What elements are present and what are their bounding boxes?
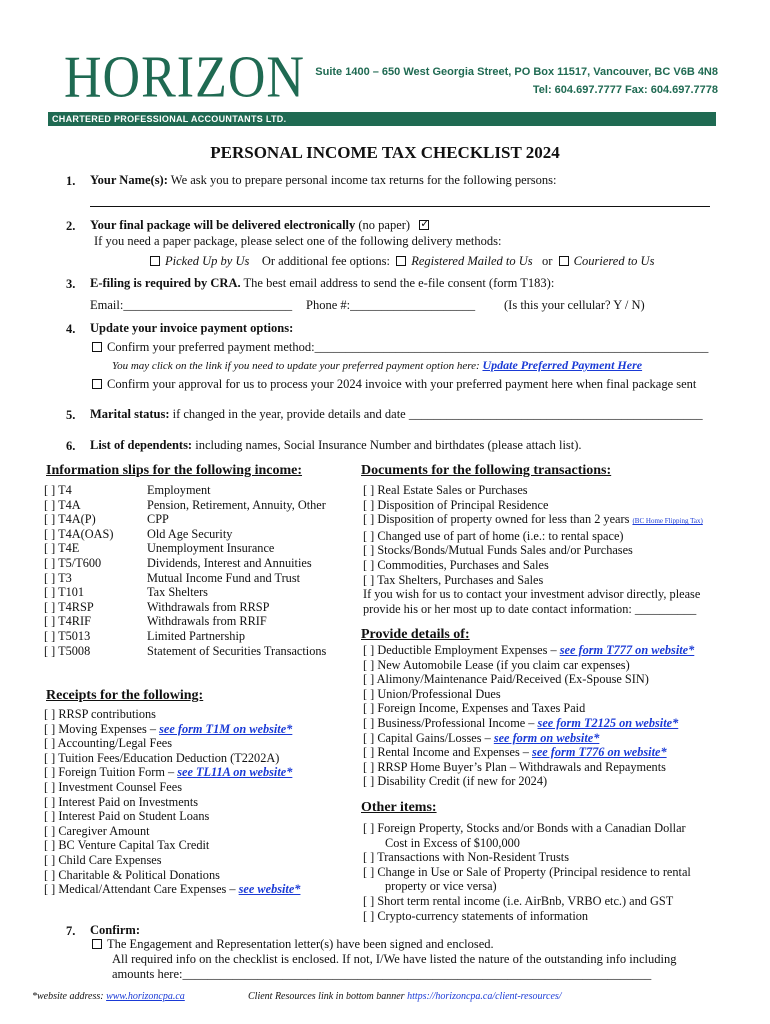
document-item[interactable]: [ ] Real Estate Sales or Purchases bbox=[363, 483, 528, 497]
section-3-text bbox=[90, 276, 554, 291]
info-slip-code[interactable]: [ ] T101 bbox=[44, 585, 85, 600]
picked-up-checkbox[interactable] bbox=[150, 256, 160, 266]
info-slip-code[interactable]: [ ] T5/T600 bbox=[44, 555, 102, 570]
receipt-item[interactable]: [ ] Medical/Attendant Care Expenses – see website* bbox=[44, 882, 301, 897]
engagement-checkbox[interactable] bbox=[92, 939, 102, 949]
receipt-item[interactable]: [ ] Caregiver Amount bbox=[44, 823, 150, 838]
section-7-number: 7. bbox=[66, 924, 76, 938]
update-payment-link[interactable]: Update Preferred Payment Here bbox=[482, 358, 643, 372]
or-label: or bbox=[541, 254, 553, 268]
medical-website-link[interactable]: see website* bbox=[238, 882, 301, 897]
detail-item[interactable]: [ ] Business/Professional Income – see form T2125 on website* bbox=[363, 715, 679, 730]
detail-item[interactable]: [ ] Deductible Employment Expenses – see form T777 on website* bbox=[363, 643, 695, 657]
info-slip-code[interactable]: [ ] T4E bbox=[44, 541, 80, 556]
payment-approval-checkbox[interactable] bbox=[92, 379, 102, 389]
t776-link[interactable]: see form T776 on website* bbox=[532, 745, 667, 760]
capital-gains-link[interactable]: see form on website* bbox=[493, 730, 600, 745]
section-2-text bbox=[90, 218, 434, 233]
section-3-label: E-filing is required by CRA. bbox=[90, 276, 241, 290]
detail-item[interactable]: [ ] Rental Income and Expenses – see form T776 on website* bbox=[363, 745, 667, 760]
info-slip-description: Tax Shelters bbox=[147, 585, 208, 600]
section-3-number: 3. bbox=[66, 277, 76, 291]
cellular-question: (Is this your cellular? Y / N) bbox=[504, 298, 645, 312]
registered-mail-label: Registered Mailed to Us bbox=[411, 254, 533, 268]
other-items-heading: Other items: bbox=[361, 800, 437, 815]
confirm-info-line: All required info on the checklist is enclosed. If not, I/We have listed the nature of the outstanding info including bbox=[112, 952, 677, 966]
receipts-heading: Receipts for the following: bbox=[46, 688, 204, 703]
info-slip-code[interactable]: [ ] T5008 bbox=[44, 643, 91, 658]
info-slip-description: CPP bbox=[147, 512, 169, 527]
receipt-item[interactable]: [ ] Accounting/Legal Fees bbox=[44, 736, 173, 751]
phone-field[interactable]: Phone #:____________________ bbox=[306, 298, 476, 312]
documents-list bbox=[363, 483, 703, 616]
info-slip-code[interactable]: [ ] T4A bbox=[44, 497, 81, 512]
footer-website bbox=[32, 991, 185, 1002]
receipt-item[interactable]: [ ] Moving Expenses – see form T1M on website* bbox=[44, 721, 293, 736]
detail-item[interactable]: [ ] Disability Credit (if new for 2024) bbox=[363, 774, 548, 789]
section-7-label: Confirm: bbox=[90, 923, 140, 937]
receipt-item[interactable]: [ ] Interest Paid on Investments bbox=[44, 794, 199, 809]
info-slip-code[interactable]: [ ] T5013 bbox=[44, 628, 91, 643]
other-item[interactable]: [ ] Crypto-currency statements of information bbox=[363, 908, 589, 923]
courier-checkbox[interactable] bbox=[559, 256, 569, 266]
section-4-number: 4. bbox=[66, 322, 76, 336]
detail-item[interactable]: [ ] RRSP Home Buyer’s Plan – Withdrawals and Repayments bbox=[363, 759, 666, 774]
receipt-item[interactable]: [ ] Tuition Fees/Education Deduction (T2202A) bbox=[44, 750, 280, 765]
detail-item[interactable]: [ ] Union/Professional Dues bbox=[363, 686, 501, 701]
document-item[interactable]: [ ] Disposition of property owned for less than 2 years (BC Home Flipping Tax) bbox=[363, 512, 703, 527]
page-title: PERSONAL INCOME TAX CHECKLIST 2024 bbox=[210, 143, 560, 162]
other-items-list bbox=[363, 821, 691, 923]
company-address: Suite 1400 – 650 West Georgia Street, PO Box 11517, Vancouver, BC V6B 4N8 bbox=[315, 66, 718, 78]
section-6-text bbox=[90, 438, 582, 453]
payment-approval-label: Confirm your approval for us to process your 2024 invoice with your preferred payment here when final package sent bbox=[107, 377, 697, 391]
payment-note bbox=[112, 358, 642, 374]
info-slip-code[interactable]: [ ] T4 bbox=[44, 483, 72, 497]
receipt-item[interactable]: [ ] Foreign Tuition Form – see TL11A on website* bbox=[44, 765, 293, 780]
marital-status-field[interactable]: if changed in the year, provide details and date _______________________________________________ bbox=[169, 407, 703, 421]
info-slip-description: Mutual Income Fund and Trust bbox=[147, 570, 301, 585]
courier-label: Couriered to Us bbox=[573, 254, 655, 268]
advisor-note: If you wish for us to contact your investment advisor directly, please bbox=[363, 587, 701, 602]
section-4-label: Update your invoice payment options: bbox=[90, 321, 294, 335]
other-item[interactable]: [ ] Transactions with Non-Resident Trusts bbox=[363, 850, 569, 865]
section-1-number: 1. bbox=[66, 174, 76, 188]
payment-note-text: You may click on the link if you need to update your preferred payment option here: bbox=[112, 360, 480, 372]
other-item[interactable]: [ ] Short term rental income (i.e. AirBnb, VRBO etc.) and GST bbox=[363, 893, 674, 908]
receipt-item[interactable]: [ ] BC Venture Capital Tax Credit bbox=[44, 838, 210, 853]
footer-website-link[interactable]: www.horizoncpa.ca bbox=[106, 991, 185, 1002]
section-1-text bbox=[90, 173, 556, 188]
document-item[interactable]: [ ] Tax Shelters, Purchases and Sales bbox=[363, 572, 544, 587]
section-3-desc: The best email address to send the e-file consent (form T183): bbox=[240, 276, 555, 290]
receipt-item[interactable]: [ ] RRSP contributions bbox=[44, 707, 156, 721]
section-2-label: Your final package will be delivered electronically bbox=[90, 218, 356, 232]
info-slip-code[interactable]: [ ] T4A(OAS) bbox=[44, 526, 114, 541]
registered-mail-checkbox[interactable] bbox=[396, 256, 406, 266]
info-slips-descriptions bbox=[147, 483, 326, 658]
details-heading: Provide details of: bbox=[361, 627, 470, 642]
section-2-line2: If you need a paper package, please select one of the following delivery methods: bbox=[94, 234, 502, 248]
document-item[interactable]: [ ] Commodities, Purchases and Sales bbox=[363, 557, 549, 572]
electronic-delivery-checkbox[interactable] bbox=[419, 220, 429, 230]
engagement-row bbox=[92, 937, 494, 952]
info-slip-code[interactable]: [ ] T4RIF bbox=[44, 614, 91, 629]
footer-client-link[interactable]: https://horizoncpa.ca/client-resources/ bbox=[407, 991, 562, 1002]
footer-client-label: Client Resources link in bottom banner bbox=[248, 991, 408, 1002]
logo-subtitle: CHARTERED PROFESSIONAL ACCOUNTANTS LTD. bbox=[52, 114, 287, 124]
payment-method-row bbox=[92, 340, 708, 355]
document-item[interactable]: [ ] Disposition of Principal Residence bbox=[363, 497, 549, 512]
picked-up-label: Picked Up by Us bbox=[165, 254, 250, 268]
info-slips-heading: Information slips for the following income: bbox=[46, 463, 303, 478]
info-slip-code[interactable]: [ ] T4A(P) bbox=[44, 512, 96, 527]
advisor-contact-field[interactable]: provide his or her most up to date contact information: __________ bbox=[363, 601, 697, 616]
tl11a-link[interactable]: see TL11A on website* bbox=[177, 765, 293, 780]
bc-home-flipping-link[interactable]: (BC Home Flipping Tax) bbox=[632, 517, 703, 526]
outstanding-info-field[interactable]: amounts here:___________________________________________________________________________ bbox=[112, 967, 652, 981]
email-field[interactable]: Email:___________________________ bbox=[90, 298, 293, 312]
info-slip-description: Statement of Securities Transactions bbox=[147, 643, 327, 658]
document-item[interactable]: [ ] Stocks/Bonds/Mutual Funds Sales and/or Purchases bbox=[363, 543, 633, 558]
names-input-line[interactable] bbox=[90, 192, 710, 207]
receipt-item[interactable]: [ ] Investment Counsel Fees bbox=[44, 779, 182, 794]
info-slip-code[interactable]: [ ] T4RSP bbox=[44, 599, 94, 614]
receipt-item[interactable]: [ ] Charitable & Political Donations bbox=[44, 867, 220, 882]
details-list bbox=[363, 643, 694, 789]
detail-item[interactable]: [ ] Foreign Income, Expenses and Taxes Paid bbox=[363, 701, 586, 716]
engagement-label: The Engagement and Representation letter(s) have been signed and enclosed. bbox=[107, 937, 494, 951]
section-6-number: 6. bbox=[66, 439, 76, 453]
section-6-desc: including names, Social Insurance Number and birthdates (please attach list). bbox=[192, 438, 582, 452]
info-slip-description: Withdrawals from RRSP bbox=[147, 599, 270, 614]
receipt-item[interactable]: [ ] Interest Paid on Student Loans bbox=[44, 809, 210, 824]
receipt-item[interactable]: [ ] Child Care Expenses bbox=[44, 852, 162, 867]
info-slip-description: Limited Partnership bbox=[147, 628, 246, 643]
info-slip-code[interactable]: [ ] T3 bbox=[44, 570, 72, 585]
detail-item[interactable]: [ ] New Automobile Lease (if you claim car expenses) bbox=[363, 657, 630, 672]
info-slip-description: Withdrawals from RRIF bbox=[147, 614, 267, 629]
detail-item[interactable]: [ ] Capital Gains/Losses – see form on website* bbox=[363, 730, 600, 745]
delivery-options bbox=[150, 254, 654, 269]
t1m-link[interactable]: see form T1M on website* bbox=[159, 721, 293, 736]
footer-website-label: *website address: bbox=[32, 991, 107, 1002]
section-5-label: Marital status: bbox=[90, 407, 170, 421]
info-slip-description: Pension, Retirement, Annuity, Other bbox=[147, 497, 326, 512]
payment-method-field[interactable]: Confirm your preferred payment method:_______________________________________________________________ bbox=[107, 340, 709, 354]
info-slip-description: Employment bbox=[147, 483, 211, 497]
info-slip-description: Old Age Security bbox=[147, 526, 233, 541]
documents-heading: Documents for the following transactions: bbox=[361, 463, 612, 478]
company-phone: Tel: 604.697.7777 Fax: 604.697.7778 bbox=[532, 84, 718, 96]
receipts-list bbox=[44, 707, 300, 897]
document-item[interactable]: [ ] Changed use of part of home (i.e.: to rental space) bbox=[363, 528, 624, 543]
info-slip-description: Unemployment Insurance bbox=[147, 541, 275, 556]
t2125-link[interactable]: see form T2125 on website* bbox=[537, 715, 679, 730]
footer-client-resources bbox=[248, 991, 562, 1002]
section-2-number: 2. bbox=[66, 219, 76, 233]
section-2-desc: (no paper) bbox=[355, 218, 411, 232]
payment-approval-row bbox=[92, 377, 696, 392]
section-5-text bbox=[90, 407, 703, 422]
detail-item[interactable]: [ ] Alimony/Maintenance Paid/Received (Ex-Spouse SIN) bbox=[363, 672, 649, 687]
section-1-desc: We ask you to prepare personal income tax returns for the following persons: bbox=[167, 173, 557, 187]
other-item-cont: property or vice versa) bbox=[385, 879, 497, 894]
fee-options-label: Or additional fee options: bbox=[261, 254, 390, 268]
t777-link[interactable]: see form T777 on website* bbox=[559, 643, 695, 657]
info-slips-codes bbox=[44, 483, 113, 658]
other-item[interactable]: [ ] Change in Use or Sale of Property (Principal residence to rental bbox=[363, 864, 691, 879]
section-1-label: Your Name(s): bbox=[90, 173, 168, 187]
section-5-number: 5. bbox=[66, 408, 76, 422]
info-slip-description: Dividends, Interest and Annuities bbox=[147, 555, 312, 570]
payment-method-checkbox[interactable] bbox=[92, 342, 102, 352]
company-logo: HORIZON bbox=[64, 44, 305, 111]
other-item[interactable]: [ ] Foreign Property, Stocks and/or Bonds with a Canadian Dollar bbox=[363, 821, 686, 835]
other-item-cont: Cost in Excess of $100,000 bbox=[385, 835, 520, 850]
section-6-label: List of dependents: bbox=[90, 438, 193, 452]
